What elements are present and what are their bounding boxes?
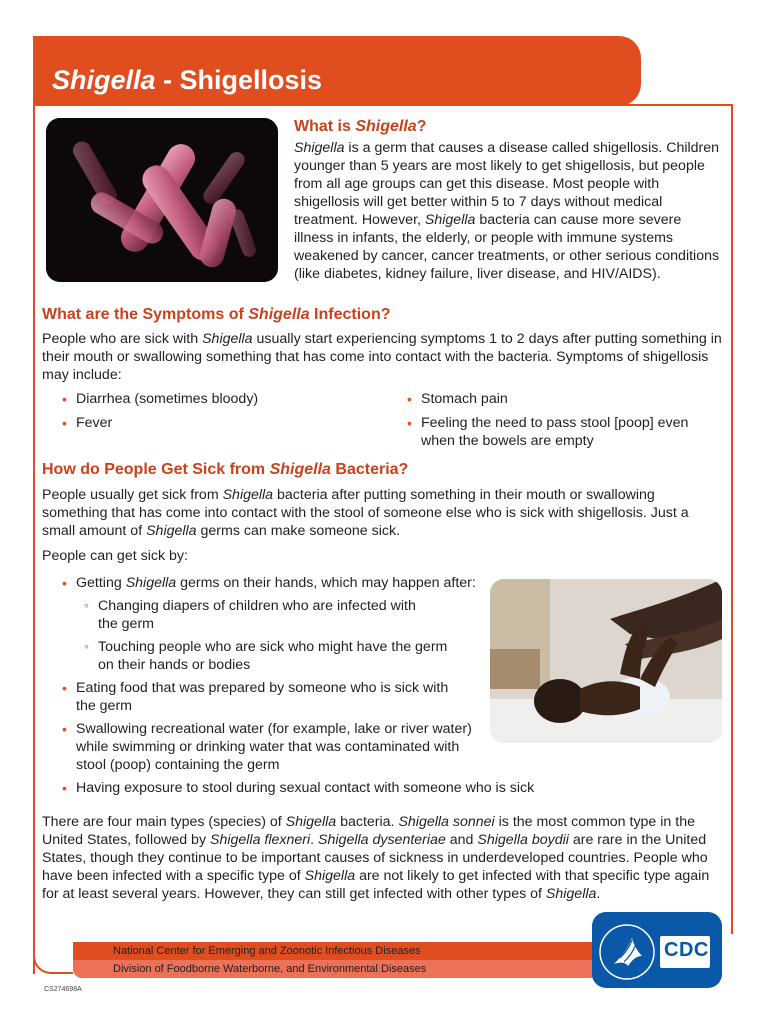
document-code: CS274698A [44, 986, 82, 993]
italic-term: Shigella [545, 886, 597, 902]
title-rest: - Shigellosis [155, 65, 323, 95]
sub-list-wrap [60, 597, 480, 674]
list-item: • Stomach pain [405, 390, 705, 408]
heading-symptoms [42, 305, 391, 325]
italic-term: Shigella [146, 523, 197, 539]
italic-term: Shigella flexneri [209, 832, 311, 848]
sub-list-item: ◦ Changing diapers of children who are infected with the germ [82, 597, 422, 633]
list-item: • Diarrhea (sometimes bloody) [60, 390, 380, 408]
body-text: People who are sick with [42, 331, 203, 347]
body-text: germs can make someone sick. [196, 523, 401, 539]
people-can-get-sick: People can get sick by: [42, 548, 188, 564]
heading-text: Bacteria? [330, 461, 409, 478]
italic-term: Shigella [202, 331, 253, 347]
page-title [52, 62, 322, 98]
heading-italic: Shigella [355, 118, 417, 135]
how-sick-paragraph [42, 486, 722, 540]
italic-term: Shigella [424, 212, 476, 228]
frame-corner [33, 930, 73, 974]
body-text: are not likely to get infected with that specific type again for at least several years. However, they can still get infected with other types of [42, 868, 710, 902]
list-item: • Feeling the need to pass stool [poop] even when the bowels are empty [405, 414, 705, 450]
body-text: germs on their hands, which may happen after: [176, 575, 476, 591]
italic-term: Shigella [125, 575, 177, 591]
species-paragraph [42, 813, 722, 903]
transmission-list [60, 574, 535, 797]
symptoms-list-right [405, 390, 705, 450]
body-text: usually start experiencing symptoms 1 to 2 days after putting something in their mouth or swallowing something that has come into contact with the bacteria. Symptoms of shigellosis may include: [42, 331, 722, 383]
footer-division-name: Division of Foodborne Waterborne, and Environmental Diseases [113, 963, 427, 975]
body-text: There are four main types (species) of [42, 814, 286, 830]
body-text: . [596, 886, 601, 902]
body-text: is the most common type in the United States, followed by [42, 814, 695, 848]
list-item: • Eating food that was prepared by someone who is sick with the germ [60, 679, 460, 715]
baby-diaper-photo [490, 579, 722, 743]
shigella-bacteria-image [46, 118, 278, 282]
heading-what-is [294, 117, 426, 137]
italic-term: Shigella sonnei [398, 814, 495, 830]
list-item: • Having exposure to stool during sexual contact with someone who is sick [60, 779, 560, 797]
italic-term: Shigella [222, 487, 274, 503]
heading-italic: Shigella [269, 461, 331, 478]
heading-text: How do People Get Sick from [42, 461, 270, 478]
italic-term: Shigella [294, 140, 345, 156]
body-text: bacteria can cause more severe illness in infants, the elderly, or people with immune systems weakened by cancer, cancer treatments, or other serious conditions (like diabetes, kidney failure, liver disease, and HIV/AIDS). [294, 212, 720, 282]
heading-text: What are the Symptoms of [42, 306, 249, 323]
body-text: bacteria after putting something in their mouth or swallowing something that has come into contact with the stool of someone else who is sick with shigellosis. Just a small amount of [42, 487, 689, 539]
body-text: is a germ that causes a disease called shigellosis. Children younger than 5 years are most likely to get shigellosis, but people from all age groups can get this disease. Most people with shigellosis will get better within 5 to 7 days without medical treatment. However, [294, 140, 720, 228]
heading-text: What is [294, 118, 356, 135]
sub-list-item: ◦ Touching people who are sick who might have the germ on their hands or bodies [82, 638, 452, 674]
what-is-paragraph [294, 139, 724, 283]
page-frame-right [731, 104, 733, 934]
title-italic: Shigella [52, 65, 156, 95]
list-item: • Swallowing recreational water (for example, lake or river water) while swimming or drinking water that was contaminated with stool (poop) containing the germ [60, 720, 475, 774]
italic-term: Shigella [285, 814, 337, 830]
sub-list [82, 597, 480, 674]
body-text: Getting [76, 575, 126, 591]
heading-text: ? [416, 118, 427, 135]
cdc-logo-badge [592, 912, 722, 988]
body-text: bacteria. [336, 814, 399, 830]
body-text: and [445, 832, 478, 848]
list-item: • Fever [60, 414, 380, 432]
body-text: are rare in the United States, though they continue to be important causes of sickness in underdeveloped countries. People who have been infected with a specific type of [42, 832, 708, 884]
footer-center-name: National Center for Emerging and Zoonotic Infectious Diseases [113, 945, 421, 957]
cdc-logo-text: CDC [664, 939, 709, 961]
body-text: People usually get sick from [42, 487, 223, 503]
list-item [60, 574, 480, 592]
body-text: . [310, 832, 319, 848]
heading-how-sick [42, 460, 408, 480]
italic-term: Shigella [304, 868, 356, 884]
italic-term: Shigella boydii [477, 832, 569, 848]
symptoms-list-left [60, 390, 380, 432]
heading-italic: Shigella [248, 306, 310, 323]
heading-text: Infection? [309, 306, 391, 323]
italic-term: Shigella dysenteriae [318, 832, 446, 848]
symptoms-intro [42, 330, 722, 384]
